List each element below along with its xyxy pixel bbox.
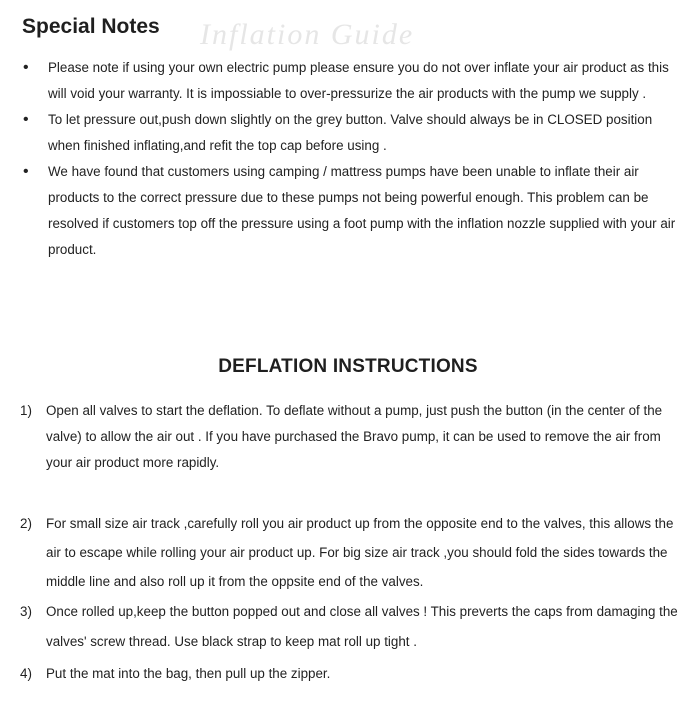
step-item: [20, 509, 685, 596]
step-text: For small size air track ,carefully roll you air product up from the opposite end to the valves, this allows the air to escape while rolling your air product up. For big size air track ,you should fold the sides towards the middle line and also roll up it from the oppsite end of the valves.: [46, 516, 674, 589]
step-text: Once rolled up,keep the button popped out and close all valves ! This preverts the caps from damaging the valves' screw thread. Use black strap to keep mat roll up tight .: [46, 604, 678, 649]
step-text: Open all valves to start the deflation. To deflate without a pump, just push the button (in the center of the valve) to allow the air out . If you have purchased the Bravo pump, it can be used to remove the air from your air product more rapidly.: [46, 403, 663, 470]
list-item: [22, 107, 682, 159]
bullet-icon: •: [23, 163, 29, 180]
special-notes-list: [22, 55, 682, 263]
bullet-icon: •: [23, 111, 29, 128]
step-number: 2): [20, 516, 32, 531]
bullet-icon: •: [23, 59, 29, 76]
step-number: 1): [20, 403, 32, 418]
step-number: 3): [20, 604, 32, 619]
special-notes-heading: Special Notes: [22, 15, 160, 38]
deflation-steps: [20, 398, 685, 689]
step-item: [20, 398, 685, 476]
bullet-text: We have found that customers using camping / mattress pumps have been unable to inflate their air products to the correct pressure due to these pumps not being powerful enough. This problem can be resolved if customers top off the pressure using a foot pump with the inflation nozzle supplied with your air product.: [48, 164, 676, 257]
bullet-text: Please note if using your own electric pump please ensure you do not over inflate your air product as this will void your warranty. It is impossiable to over-pressurize the air products with the pump we supply .: [48, 60, 669, 101]
step-item: [20, 659, 685, 689]
bullet-text: To let pressure out,push down slightly on the grey button. Valve should always be in CLOSED position when finished inflating,and refit the top cap before using .: [48, 112, 653, 153]
list-item: [22, 55, 682, 107]
step-text: Put the mat into the bag, then pull up the zipper.: [46, 666, 331, 681]
step-item: [20, 597, 685, 657]
bleed-through-text: Inflation Guide: [200, 18, 415, 51]
list-item: [22, 159, 682, 263]
deflation-heading: DEFLATION INSTRUCTIONS: [218, 356, 478, 377]
step-number: 4): [20, 666, 32, 681]
